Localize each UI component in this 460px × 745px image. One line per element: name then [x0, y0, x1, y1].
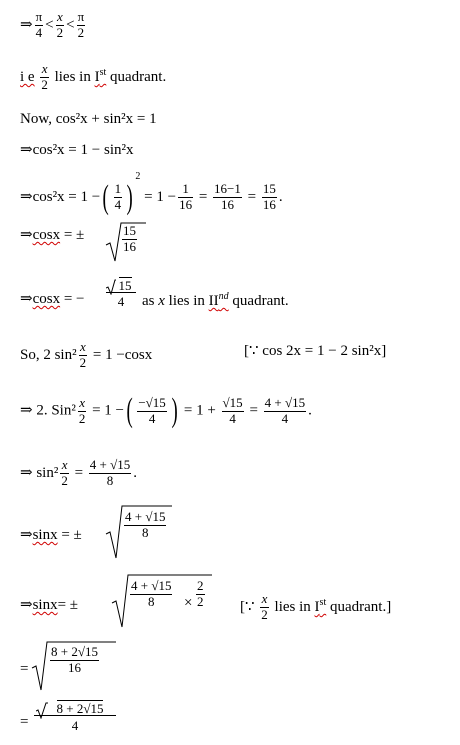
- fraction-root15-over-4: 15 4: [106, 279, 136, 308]
- line-7: ⇒cosx = −: [20, 291, 85, 307]
- fraction-1-over-16: $\frac{1}{16}$: [179, 181, 193, 213]
- line-1: ⇒ $\frac{\pi}{4}$ < $\frac{x}{2}$ < $\frac{\pi}{2}$: [20, 9, 85, 40]
- fraction-1-over-4: $\frac{1}{4}$: [114, 181, 122, 213]
- line-7-tail: as x lies in IInd quadrant.: [142, 291, 289, 309]
- quadrant-label: Ist: [94, 66, 107, 85]
- identity-note: [∵ cos 2x = 1 − 2 sin²x]: [244, 343, 387, 359]
- fraction-x-over-2: $\frac{x}{2}$: [261, 591, 268, 622]
- fraction-15-over-16: $\frac{15}{16}$: [262, 181, 276, 213]
- cosx-text: cosx: [32, 291, 61, 307]
- fraction-4-plus-root15-over-4: $\frac{4 + √15}{4}$: [264, 394, 306, 426]
- line-14: =: [20, 714, 29, 730]
- fraction-4-plus-root15-over-8: $\frac{4 + √15}{8}$: [89, 457, 131, 488]
- fraction-root-8-plus-2root15-over-4: 8 + 2√15 4: [34, 702, 116, 732]
- sinx-text: sinx: [32, 597, 58, 613]
- quadrant-label: Ist: [314, 596, 327, 615]
- fraction-16-minus-1-over-16: $\frac{16-1}{16}$: [214, 181, 241, 213]
- quadrant-label: IInd: [208, 291, 229, 309]
- line-3: Now, cos²x + sin²x = 1: [20, 111, 157, 127]
- fraction-x-over-2: $\frac{x}{2}$: [79, 339, 87, 370]
- fraction-x-over-2: $\frac{x}{2}$: [78, 394, 86, 426]
- line-11: ⇒sinx = ±: [20, 527, 82, 543]
- ie-text: i e: [20, 68, 35, 85]
- quadrant-note: [∵ $\frac{x}{2}$ lies in Ist quadrant.]: [240, 591, 392, 622]
- sqrt-8-plus-2root15-over-16: $\frac{8 + 2√15}{16}$: [32, 640, 116, 692]
- line-8: So, 2 sin² $\frac{x}{2}$ = 1 −cosx: [20, 339, 153, 370]
- line-6: ⇒cosx = ±: [20, 227, 85, 243]
- line-4: ⇒cos²x = 1 − sin²x: [20, 142, 134, 158]
- fraction-neg-root15-over-4: $\frac{-√15}{4}$: [138, 394, 166, 426]
- line-10: ⇒ sin² $\frac{x}{2}$ = $\frac{4 + √15}{8}$ .: [20, 457, 138, 488]
- fraction-pi-over-2: $\frac{\pi}{2}$: [77, 9, 85, 40]
- sinx-text: sinx: [32, 527, 58, 543]
- fraction-pi-over-4: $\frac{\pi}{4}$: [35, 9, 43, 40]
- line-13: =: [20, 661, 29, 677]
- sqrt-4-plus-root15-over-8: $\frac{4 + √15}{8}$: [106, 504, 172, 562]
- line-2: i e $\frac{x}{2}$ lies in Ist quadrant.: [20, 61, 167, 92]
- radical-sign: [36, 702, 48, 719]
- radical-sign: [106, 279, 116, 295]
- sqrt-15-over-16: $\frac{15}{16}$: [106, 221, 146, 265]
- fraction-x-over-2: $\frac{x}{2}$: [61, 457, 68, 488]
- sqrt-expression: $\frac{4 + √15}{8}$ × $\frac{2}{2}$: [112, 573, 212, 631]
- line-5: ⇒cos²x = 1 −( $\frac{1}{4}$ )$^2$ = 1 − $\frac{1}{16}$ = $\frac{16-1}{16}$ = $\frac{15}{16}$ .: [20, 171, 283, 216]
- fraction-root15-over-4: $\frac{√15}{4}$: [222, 394, 243, 426]
- line-9: ⇒ 2. Sin² $\frac{x}{2}$ = 1 −( $\frac{-√15}{4}$ ) = 1 + $\frac{√15}{4}$ = $\frac{4 + √15}{4}$ .: [20, 392, 312, 429]
- cosx-text: cosx: [32, 227, 61, 243]
- fraction-x-over-2: $\frac{x}{2}$: [41, 61, 48, 92]
- line-12: ⇒sinx= ±: [20, 597, 79, 613]
- implies-symbol: ⇒: [20, 16, 33, 33]
- fraction-x-over-2: $\frac{x}{2}$: [56, 9, 64, 40]
